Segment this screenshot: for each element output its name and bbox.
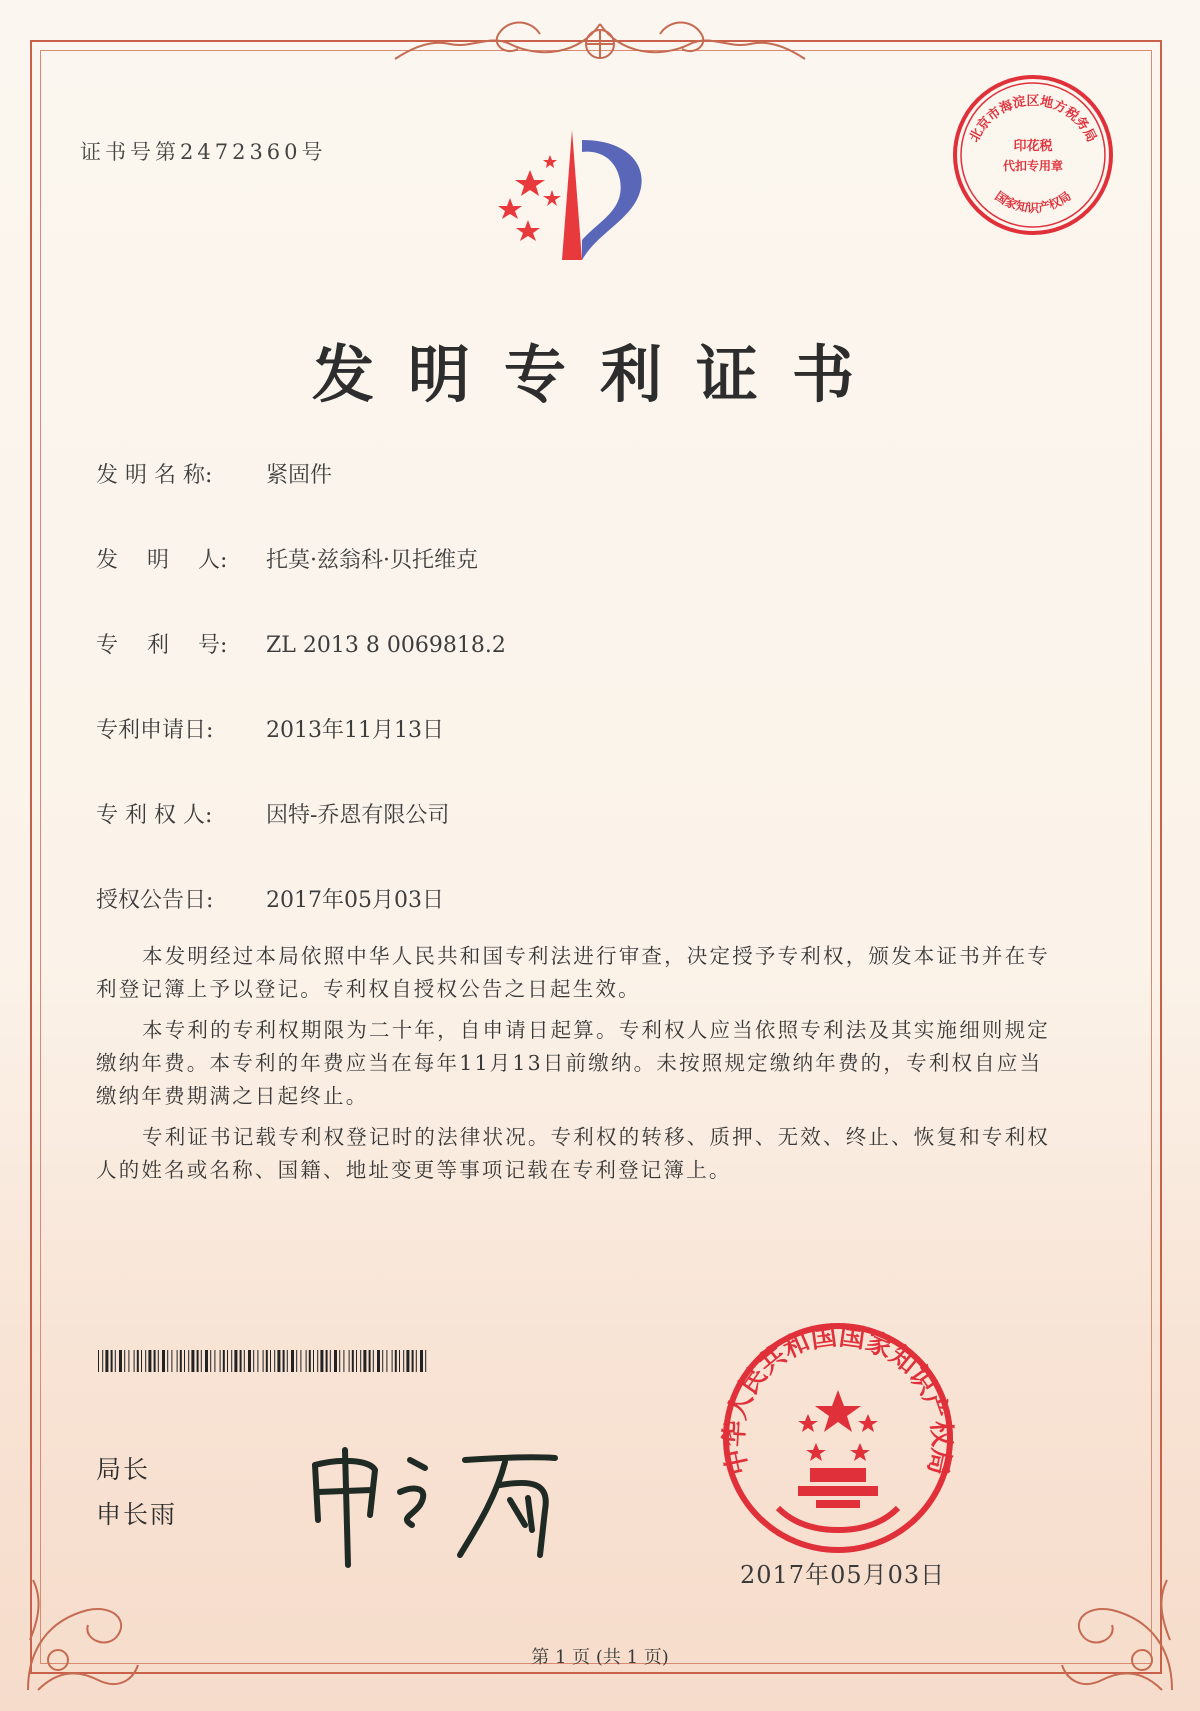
barcode-bar bbox=[326, 1350, 328, 1372]
barcode-bar bbox=[392, 1350, 393, 1372]
field-label: 专利申请日: bbox=[96, 718, 214, 743]
barcode-bar bbox=[283, 1350, 285, 1372]
barcode-bar bbox=[240, 1350, 242, 1372]
barcode-bar bbox=[205, 1350, 208, 1372]
barcode-bar bbox=[257, 1350, 258, 1372]
barcode-bar bbox=[148, 1350, 151, 1372]
barcode-bar bbox=[180, 1350, 182, 1372]
barcode-bar bbox=[177, 1350, 178, 1372]
barcode-bar bbox=[119, 1350, 122, 1372]
barcode-bar bbox=[382, 1350, 383, 1372]
barcode-bar bbox=[227, 1350, 228, 1372]
barcode-bar bbox=[270, 1350, 271, 1372]
barcode-bar bbox=[296, 1350, 297, 1372]
barcode-bar bbox=[115, 1350, 116, 1372]
barcode-bar bbox=[416, 1350, 417, 1372]
barcode-bar bbox=[134, 1350, 135, 1372]
barcode-bar bbox=[210, 1350, 211, 1372]
tax-stamp-inner1: 印花税 bbox=[1013, 139, 1053, 154]
barcode-bar bbox=[167, 1350, 168, 1372]
field-value: 紧固件 bbox=[266, 463, 333, 488]
seal-date: 2017年05月03日 bbox=[740, 1561, 946, 1589]
barcode-bar bbox=[377, 1350, 380, 1372]
barcode-bar bbox=[360, 1350, 361, 1372]
barcode-bar bbox=[334, 1350, 337, 1372]
paragraph: 本发明经过本局依照中华人民共和国专利法进行审查，决定授予专利权，颁发本证书并在专利登记簿上予以登记。专利权自授权公告之日起生效。 bbox=[96, 944, 1050, 1001]
barcode-bar bbox=[158, 1350, 159, 1372]
barcode-bar bbox=[201, 1350, 202, 1372]
barcode-bar bbox=[330, 1350, 331, 1372]
field-label: 发 明 名 称: bbox=[96, 463, 213, 488]
barcode-bar bbox=[399, 1350, 400, 1372]
barcode-bar bbox=[317, 1350, 318, 1372]
barcode-bar bbox=[141, 1350, 142, 1372]
paragraph: 本专利的专利权期限为二十年，自申请日起算。专利权人应当依照专利法及其实施细则规定缴纳年费。本专利的年费应当在每年11月13日前缴纳。未按照规定缴纳年费的，专利权自应当缴纳年费期满之日起终止。 bbox=[96, 1018, 1050, 1108]
barcode-bar bbox=[420, 1350, 423, 1372]
barcode-bar bbox=[320, 1350, 323, 1372]
field-invention-name bbox=[96, 458, 332, 489]
tax-stamp-inner2: 代扣专用章 bbox=[1002, 159, 1064, 173]
barcode-bar bbox=[128, 1350, 129, 1372]
field-value: 2017年05月03日 bbox=[266, 888, 444, 913]
field-value: 托莫·兹翁科·贝托维克 bbox=[266, 548, 478, 573]
handwritten-signature bbox=[300, 1430, 600, 1570]
barcode-bar bbox=[102, 1350, 103, 1372]
barcode-bar bbox=[248, 1350, 251, 1372]
barcode-bar bbox=[369, 1350, 371, 1372]
tax-stamp-bottom-text: 国家知识产权局 bbox=[992, 188, 1074, 215]
field-patent-number bbox=[96, 628, 506, 659]
field-application-date bbox=[96, 713, 444, 744]
barcode-bar bbox=[223, 1350, 225, 1372]
barcode-bar bbox=[403, 1350, 404, 1372]
official-seal bbox=[718, 1318, 958, 1558]
svg-text:国家知识产权局 bbox=[992, 189, 1073, 215]
barcode-bar bbox=[124, 1350, 125, 1372]
bottom-left-ornament bbox=[18, 1560, 148, 1700]
barcode-bar bbox=[277, 1350, 280, 1372]
field-label: 授权公告日: bbox=[96, 888, 214, 913]
barcode-bar bbox=[395, 1350, 397, 1372]
field-label: 发 明 人: bbox=[96, 548, 228, 573]
barcode-bar bbox=[137, 1350, 139, 1372]
barcode-bar bbox=[214, 1350, 215, 1372]
certificate-number: 证书号第2472360号 bbox=[80, 140, 327, 164]
page-title: 发明专利证书 bbox=[311, 338, 888, 411]
top-ornament bbox=[390, 14, 810, 74]
barcode-bar bbox=[263, 1350, 264, 1372]
field-value: ZL 2013 8 0069818.2 bbox=[266, 633, 506, 658]
barcode-bar bbox=[349, 1350, 350, 1372]
barcode-bar bbox=[339, 1350, 340, 1372]
barcode-bar bbox=[373, 1350, 374, 1372]
field-inventor bbox=[96, 543, 478, 574]
seal-text: 中华人民共和国国家知识产权局 bbox=[719, 1321, 957, 1478]
barcode-bar bbox=[231, 1350, 232, 1372]
barcode-bar bbox=[356, 1350, 357, 1372]
tax-stamp-outer-text: 北京市海淀区地方税务局 bbox=[967, 94, 1099, 145]
barcode-bar bbox=[105, 1350, 108, 1372]
tax-stamp bbox=[948, 70, 1118, 240]
inner-border bbox=[40, 50, 1152, 1664]
barcode bbox=[98, 1350, 428, 1372]
bottom-right-ornament bbox=[1052, 1560, 1182, 1700]
barcode-bar bbox=[274, 1350, 275, 1372]
barcode-bar bbox=[171, 1350, 172, 1372]
barcode-bar bbox=[191, 1350, 194, 1372]
barcode-bar bbox=[253, 1350, 254, 1372]
paragraph: 专利证书记载专利权登记时的法律状况。专利权的转移、质押、无效、终止、恢复和专利权人的姓名或名称、国籍、地址变更等事项记载在专利登记簿上。 bbox=[96, 1125, 1050, 1182]
barcode-bar bbox=[291, 1350, 294, 1372]
barcode-bar bbox=[363, 1350, 366, 1372]
barcode-bar bbox=[197, 1350, 199, 1372]
barcode-bar bbox=[220, 1350, 221, 1372]
barcode-bar bbox=[162, 1350, 165, 1372]
field-grant-date bbox=[96, 883, 444, 914]
barcode-bar bbox=[406, 1350, 409, 1372]
barcode-bar bbox=[313, 1350, 314, 1372]
barcode-bar bbox=[111, 1350, 113, 1372]
page-footer: 第 1 页 (共 1 页) bbox=[531, 1647, 669, 1668]
patent-office-logo bbox=[490, 120, 690, 280]
barcode-bar bbox=[306, 1350, 307, 1372]
barcode-bar bbox=[145, 1350, 146, 1372]
barcode-bar bbox=[352, 1350, 354, 1372]
barcode-bar bbox=[266, 1350, 268, 1372]
barcode-bar bbox=[244, 1350, 245, 1372]
barcode-bar bbox=[300, 1350, 301, 1372]
barcode-bar bbox=[234, 1350, 237, 1372]
barcode-bar bbox=[309, 1350, 311, 1372]
barcode-bar bbox=[287, 1350, 288, 1372]
barcode-bar bbox=[412, 1350, 414, 1372]
signatory-name: 申长雨 bbox=[96, 1500, 178, 1529]
field-value: 因特-乔恩有限公司 bbox=[266, 803, 450, 828]
signatory-role: 局长 bbox=[96, 1455, 151, 1484]
barcode-bar bbox=[343, 1350, 344, 1372]
barcode-bar bbox=[154, 1350, 156, 1372]
field-label: 专 利 号: bbox=[96, 633, 228, 658]
barcode-bar bbox=[98, 1350, 99, 1372]
svg-text:北京市海淀区地方税务局 bbox=[967, 93, 1099, 145]
barcode-bar bbox=[386, 1350, 387, 1372]
barcode-bar bbox=[188, 1350, 189, 1372]
barcode-bar bbox=[425, 1350, 426, 1372]
field-label: 专 利 权 人: bbox=[96, 803, 213, 828]
field-patentee bbox=[96, 798, 449, 829]
certificate-body bbox=[96, 940, 1056, 1195]
barcode-bar bbox=[184, 1350, 185, 1372]
field-value: 2013年11月13日 bbox=[266, 718, 444, 743]
